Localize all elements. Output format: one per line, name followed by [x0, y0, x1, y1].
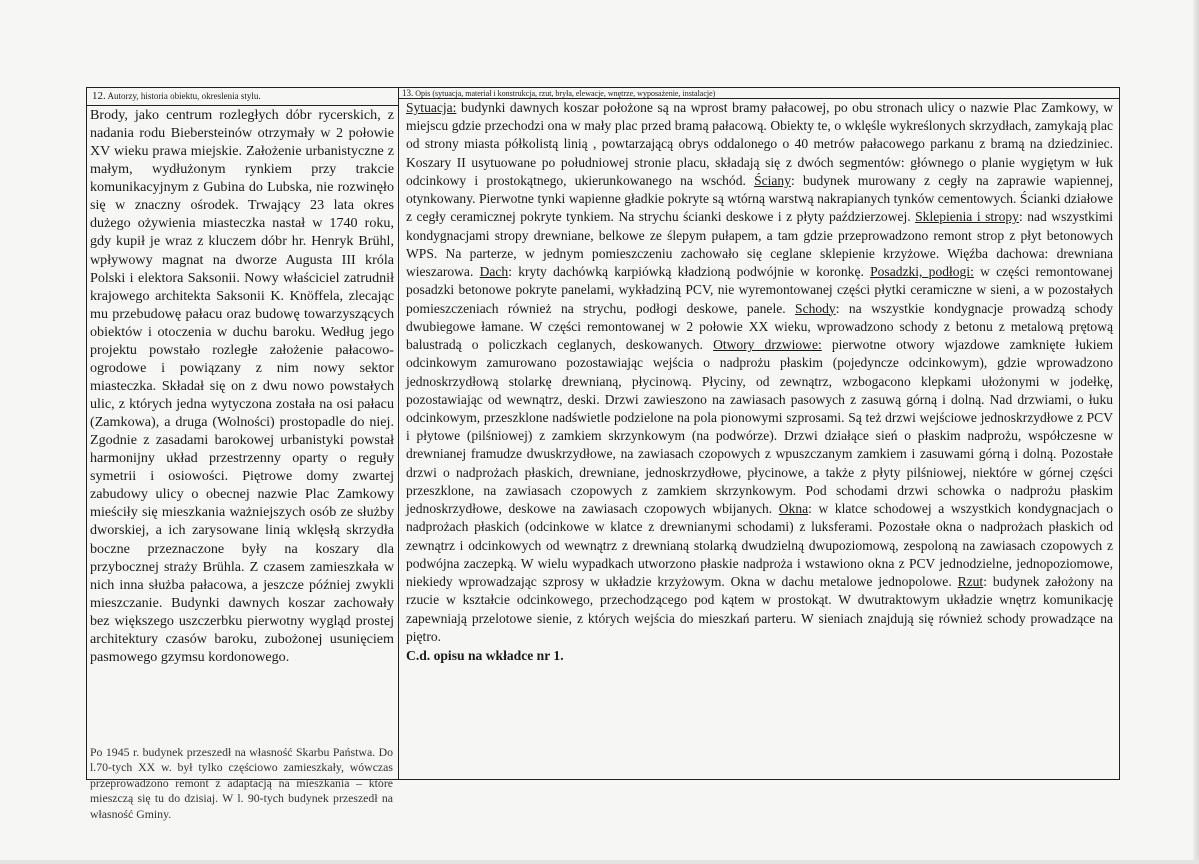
description-text: [399, 99, 1119, 646]
description-segment: : na wszystkie kondygnacje prowadzą schody dwubiegowe łamane. W części remontowanej w 2 połowie XX wieku, wprowadzono schody z betonu z metalową prętową balustradą o policzkach ceglanych, deskowanych.: [406, 300, 1113, 353]
description-segment: budynki dawnych koszar położone są na wprost bramy pałacowej, po obu stronach ulicy o nazwie Plac Zamkowy, w miejscu gdzie przechodzi ona w mały plac przed bramą pałacową. Obiekty te, o wklęśle wykreślonych skrzydłach, zamykają plac od strony miasta półkolistą linią , powtarzającą obrys oddalonego o 40 metrów pałacowego parkanu z bramą na dziedziniec. Koszary II usytuowane po południowej stronie placu, składają się z dwóch segmentów: głównego o planie wygiętym w łuk odcinkowy i prostokątnego, ukierunkowanego na wschód.: [406, 100, 1113, 188]
section-12-number: 12.: [92, 90, 106, 102]
description-heading: Sytuacja:: [406, 100, 457, 115]
scan-edge-right: [1193, 0, 1199, 864]
section-13-label: Opis (sytuacja, materiał i konstrukcja, rzut, bryła, elewacje, wnętrze, wyposażenie, instalacje): [415, 89, 716, 98]
continuation-note: C.d. opisu na wkładce nr 1.: [406, 648, 564, 664]
description-heading: Otwory drzwiowe:: [713, 337, 822, 353]
description-heading: Sklepienia i stropy: [915, 209, 1019, 225]
scan-edge-bottom: [0, 860, 1199, 864]
description-heading: Schody: [795, 300, 836, 316]
section-12-label: Autorzy, historia obiektu, okreslenia stylu.: [107, 91, 261, 101]
description-segment: pierwotne otwory wjazdowe zamknięte łukiem odcinkowym zamurowano pozostawiając wejścia o nadprożu płaskim (pojedyncze odcinkowym), gdzie wprowadzono jednoskrzydłową stolarkę drewnianą, płycinową. Płyciny, od zewnątrz, wzbogacono klepkami ułożonymi w jodełkę, pozostawiając od wewnątrz, deski. Drzwi zawieszono na zawiasach pasowych z zasuwą górną i dolną. Nad drzwiami, o łuku odcinkowym, przeszklone nadświetle podzielone na pola pionowymi szprosami. Są też drzwi wejściowe jednoskrzydłowe z PCV i płytowe (pilśniowej) z zamkiem skrzynkowym (na podwórze). Drzwi działące sień o płaskim nadprożu, współczesne w drewnianej framudze dwuskrzydłowe, na zawiasach czopowych z wpuszczanym zamkiem i zasuwami górną i dolną. Pozostałe drzwi o nadprożach płaskich, drewniane, jednoskrzydłowe, płycinowe, a także z płyty pilśniowej, niektóre w górnej części przeszklone, na zawiasach czopowych z zamkiem skrzynkowym. Pod schodami drzwi schowka o nadprożu płaskim jednoskrzydłowe, deskowe na zawiasach czopowych wbijanych.: [406, 337, 1114, 517]
section-12-header: [87, 88, 398, 106]
description-heading: Dach: [479, 264, 509, 280]
section-13-header: [399, 88, 1119, 99]
description-segment: : nad wszystkimi kondygnacjami stropy drewniane, belkowe ze ślepym pułapem, a tam gdzie przeprowadzono remont strop z płyt betonowych WPS. Na parterze, w jednym pomieszczeniu zachowało się ceglane sklepienie krzyżowe. Więźba dachowa: drewniana wieszarowa.: [406, 209, 1114, 280]
description-segment: w części remontowanej posadzki betonowe pokryte panelami, wykładziną PCV, nie wyremontowanej części płytki ceramiczne w sieni, a w pozostałych pomieszczeniach również na strychu, podłogi deskowe, panele.: [406, 264, 1113, 316]
description-heading: Ściany: [754, 172, 791, 188]
description-segment: : w klatce schodowej a wszystkich kondygnacjach o nadprożach płaskich (odcinkowe w klatce z drewnianymi schodami) z luksferami. Pozostałe okna o nadprożach płaskich od zewnątrz i odcinkowych od wewnątrz z drewnianą stolarką dwudzielną dwupoziomową, zespoloną na zawiasach czopowych z podwójna zaczepką. W wielu wypadkach utworzono płaskie nadproża i wstawiono okna z PCV jednodzielne, jednopoziomowe, niekiedy wprowadzając szprosy w układzie krzyżowym. Okna w dachu metalowe jednopolowe.: [406, 501, 1113, 590]
section-13-description: [399, 88, 1119, 779]
history-text: Brody, jako centrum rozległych dóbr rycerskich, z nadania rodu Biebersteinów otrzymały w 2 połowie XV wieku prawa miejskie. Założenie urbanistyczne z małym, wydłużonym rynkiem przy trakcie komunikacyjnym z Gubina do Lubska, nie rozwinęło się w znaczny ośrodek. Trwający 23 lata okres dużego ożywienia miasteczka nastał w 1740 roku, gdy kupił je wraz z kluczem dóbr hr. Henryk Brühl, wpływowy magnat na dworze Augusta III króla Polski i elektora Saksonii. Nowy właściciel zatrudnił krajowego architekta Saksonii K. Knöffela, zlecając mu przebudowę pałacu oraz budowę towarzyszących obiektów i otoczenia w duchu baroku. Według jego projektu powstało rozległe założenie pałacowo-ogrodowe i powiązany z nim nowy sektor miasteczka. Składał się on z dwu nowo powstałych ulic, z których jedna wytyczona została na osi pałacu (Zamkowa), a druga (Wolności) prostopadle do niej. Zgodnie z zasadami barokowej urbanistyki powstał harmonijny układ przestrzenny oparty o reguły symetrii i osiowości. Piętrowe domy zwartej zabudowy ulicy o obecnej nazwie Plac Zamkowy mieściły się mieszkania ważniejszych osób ze służby dworskiej, a ich zarysowane linią wklęsłą skrzydła boczne przeznaczone były na koszary dla przybocznej straży Brühla. Z czasem zamieszkała w nich inna służba pałacowa, a jeszcze później zwykli mieszczanie. Budynki dawnych koszar zachowały bez większego uszczerbku pierwotny wygląd prostej architektury czasów baroku, zubożonej usunięciem pasmowego gzymsu kordonowego.: [90, 107, 394, 665]
section-13-number: 13.: [402, 88, 414, 98]
section-12-history: [87, 88, 399, 821]
description-segment: : kryty dachówką karpiówką kładzioną podwójnie w koronkę.: [508, 264, 871, 280]
form-table: [86, 87, 1120, 821]
description-heading: Rzut: [957, 574, 984, 590]
description-heading: Posadzki, podłogi:: [870, 264, 974, 280]
history-postwar-text: Po 1945 r. budynek przeszedł na własność Skarbu Państwa. Do l.70-tych XX w. był tylko częściowo zamieszkały, wówczas przeprowadzono remont z adaptacją na mieszkania – które mieszczą się tu do dzisiaj. W l. 90-tych budynek przeszedł na własność Gminy.: [90, 745, 393, 821]
description-heading: Okna: [778, 501, 809, 517]
description-segment: : budynek założony na rzucie w kształcie odcinkowego, przechodzącego pod kątem w prostokąt. W dwutraktowym układzie wnętrz komunikację zapewniają przelotowe sienie, z których wejścia do mieszkań parteru. W sieniach znajdują się również schody prowadzące na piętro.: [406, 574, 1113, 644]
description-segment: : budynek murowany z cegły na zaprawie wapiennej, otynkowany. Pierwotne tynki wapienne gładkie pokryte są wtórną warstwą nakrapianych tynków cementowych. Ścianki działowe z cegły ceramicznej pokryte tynkiem. Na strychu ścianki deskowe i z płyty paździerzowej.: [406, 172, 1113, 225]
